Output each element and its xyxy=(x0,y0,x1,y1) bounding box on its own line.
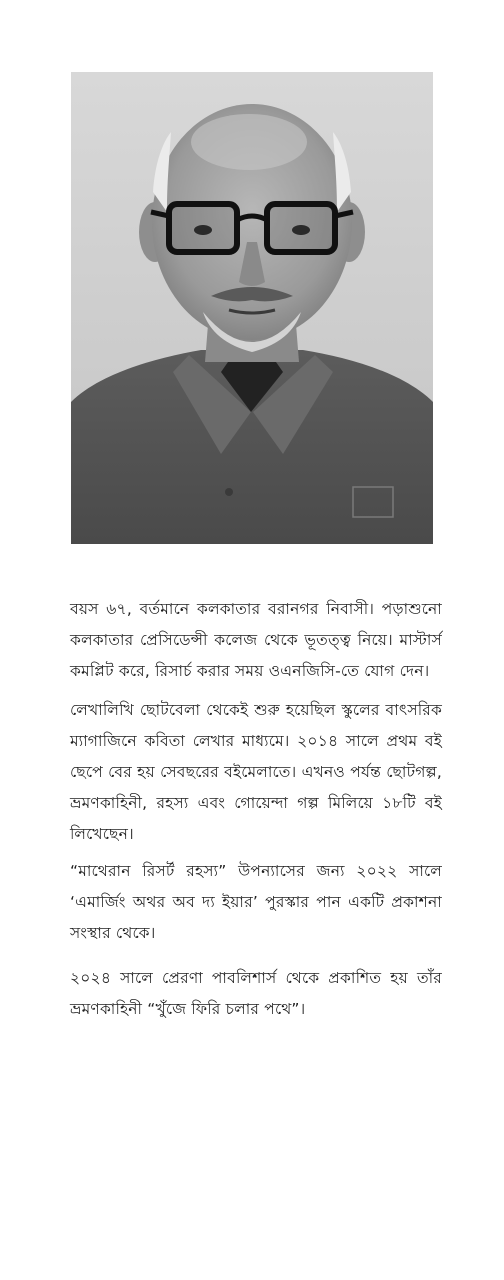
bio-paragraph-travelogue: ২০২৪ সালে প্রেরণা পাবলিশার্স থেকে প্রকাশিত হয় তাঁর ভ্রমণকাহিনী “খুঁজে ফিরি চলার পথে”। xyxy=(70,969,442,1018)
bio-paragraph-award: “মাথেরান রিসর্ট রহস্য” উপন্যাসের জন্য ২০২২ সালে ‘এমার্জিং অথর অব দ্য ইয়ার’ পুরস্কার পান একটি প্রকাশনা সংস্থার থেকে। xyxy=(70,862,442,942)
bio-paragraph-background: বয়স ৬৭, বর্তমানে কলকাতার বরানগর নিবাসী। পড়াশুনো কলকাতার প্রেসিডেন্সী কলেজ থেকে ভূতত্ত্ব নিয়ে। মাস্টার্স কমপ্লিট করে, রিসার্চ করার সময় ওএনজিসি-তে যোগ দেন। xyxy=(70,600,442,680)
author-bio xyxy=(70,594,442,1025)
author-photo xyxy=(71,72,433,544)
author-portrait-graphic xyxy=(71,72,433,544)
bio-paragraph-writing: লেখালিখি ছোটবেলা থেকেই শুরু হয়েছিল স্কুলের বাৎসরিক ম্যাগাজিনে কবিতা লেখার মাধ্যমে। ২০১৪ সালে প্রথম বই ছেপে বের হয় সেবছরের বইমেলাতে। এখনও পর্যন্ত ছোটগল্প, ভ্রমণকাহিনী, রহস্য এবং গোয়েন্দা গল্প মিলিয়ে ১৮টি বই লিখেছেন। xyxy=(70,701,442,843)
